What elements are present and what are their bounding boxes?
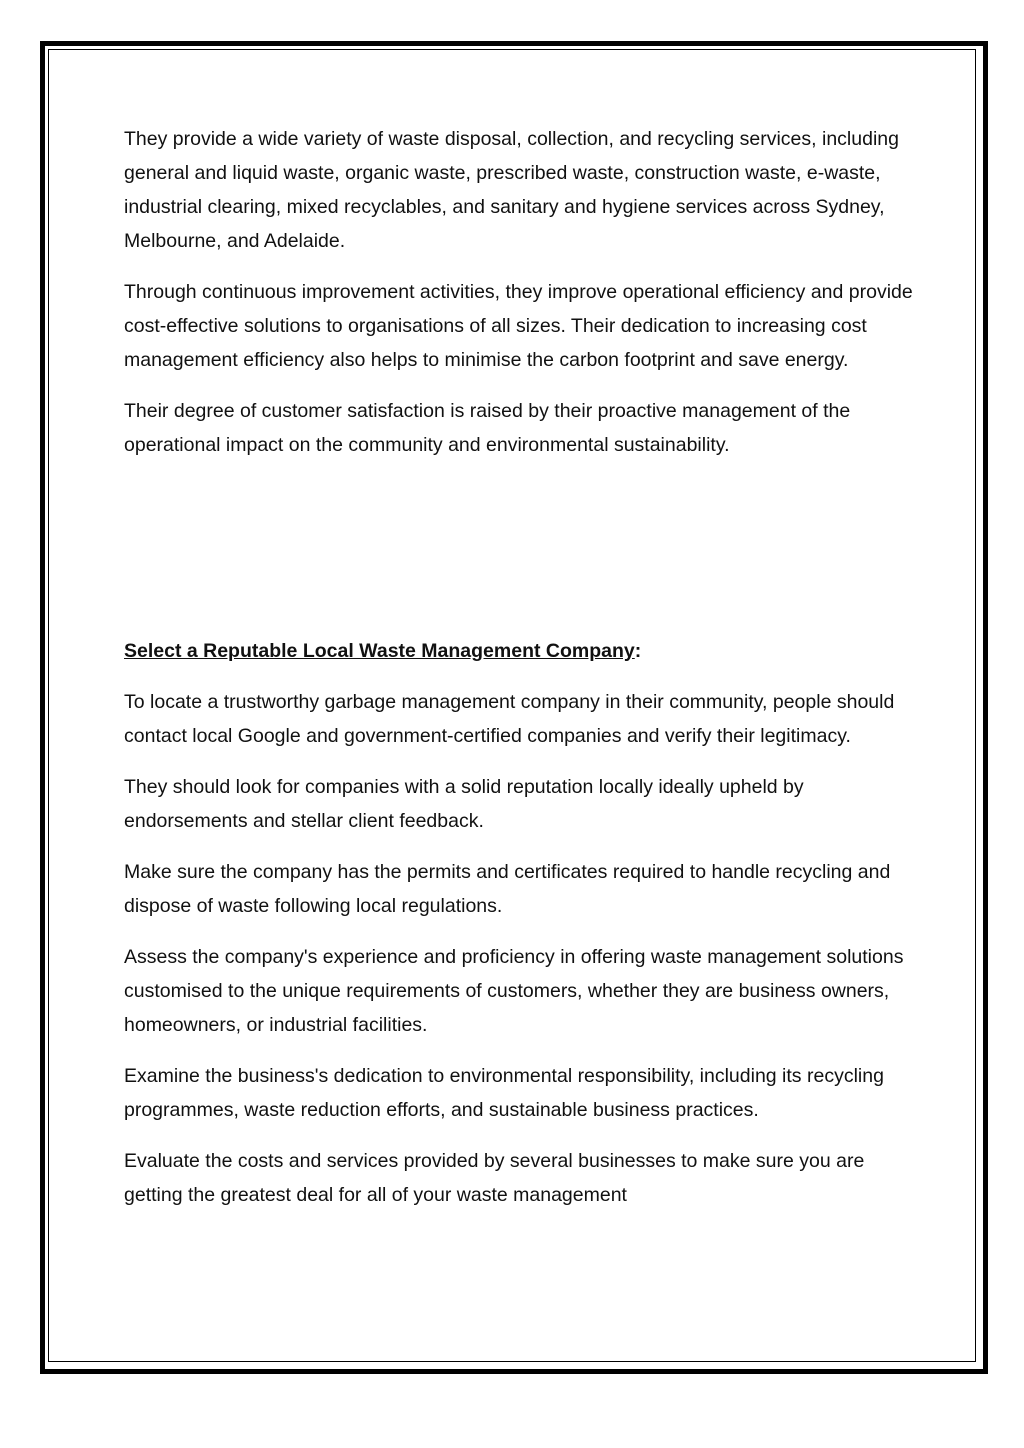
paragraph: Examine the business's dedication to environmental responsibility, including its recycling programmes, waste reduction efforts, and sustainable business practices. [124, 1065, 884, 1121]
paragraph: Through continuous improvement activities, they improve operational efficiency and provide cost-effective solutions to organisations of all sizes. Their dedication to increasing cost management efficiency also helps to minimise the carbon footprint and save energy. [124, 281, 913, 371]
paragraph: Their degree of customer satisfaction is raised by their proactive management of the operational impact on the community and environmental sustainability. [124, 400, 851, 456]
select-company-section [124, 634, 914, 1212]
section-heading-text: Select a Reputable Local Waste Management Company [124, 640, 635, 662]
paragraph: Assess the company's experience and proficiency in offering waste management solutions customised to the unique requirements of customers, whether they are business owners, homeowners, or industrial facilities. [124, 946, 904, 1036]
paragraph: They should look for companies with a solid reputation locally ideally upheld by endorsements and stellar client feedback. [124, 776, 804, 832]
paragraph: They provide a wide variety of waste disposal, collection, and recycling services, including general and liquid waste, organic waste, prescribed waste, construction waste, e-waste, industrial clearing, mixed recyclables, and sanitary and hygiene services across Sydney, Melbourne, and Adelaide. [124, 128, 899, 252]
section-heading-colon: : [634, 640, 642, 662]
paragraph: Make sure the company has the permits and certificates required to handle recycling and dispose of waste following local regulations. [124, 861, 891, 917]
blank-space [124, 479, 914, 634]
section-heading [124, 634, 914, 668]
paragraph: To locate a trustworthy garbage management company in their community, people should contact local Google and government-certified companies and verify their legitimacy. [124, 691, 895, 747]
paragraph: Evaluate the costs and services provided by several businesses to make sure you are getting the greatest deal for all of your waste management [124, 1150, 865, 1206]
document-body [124, 122, 914, 1229]
services-section [124, 122, 914, 462]
